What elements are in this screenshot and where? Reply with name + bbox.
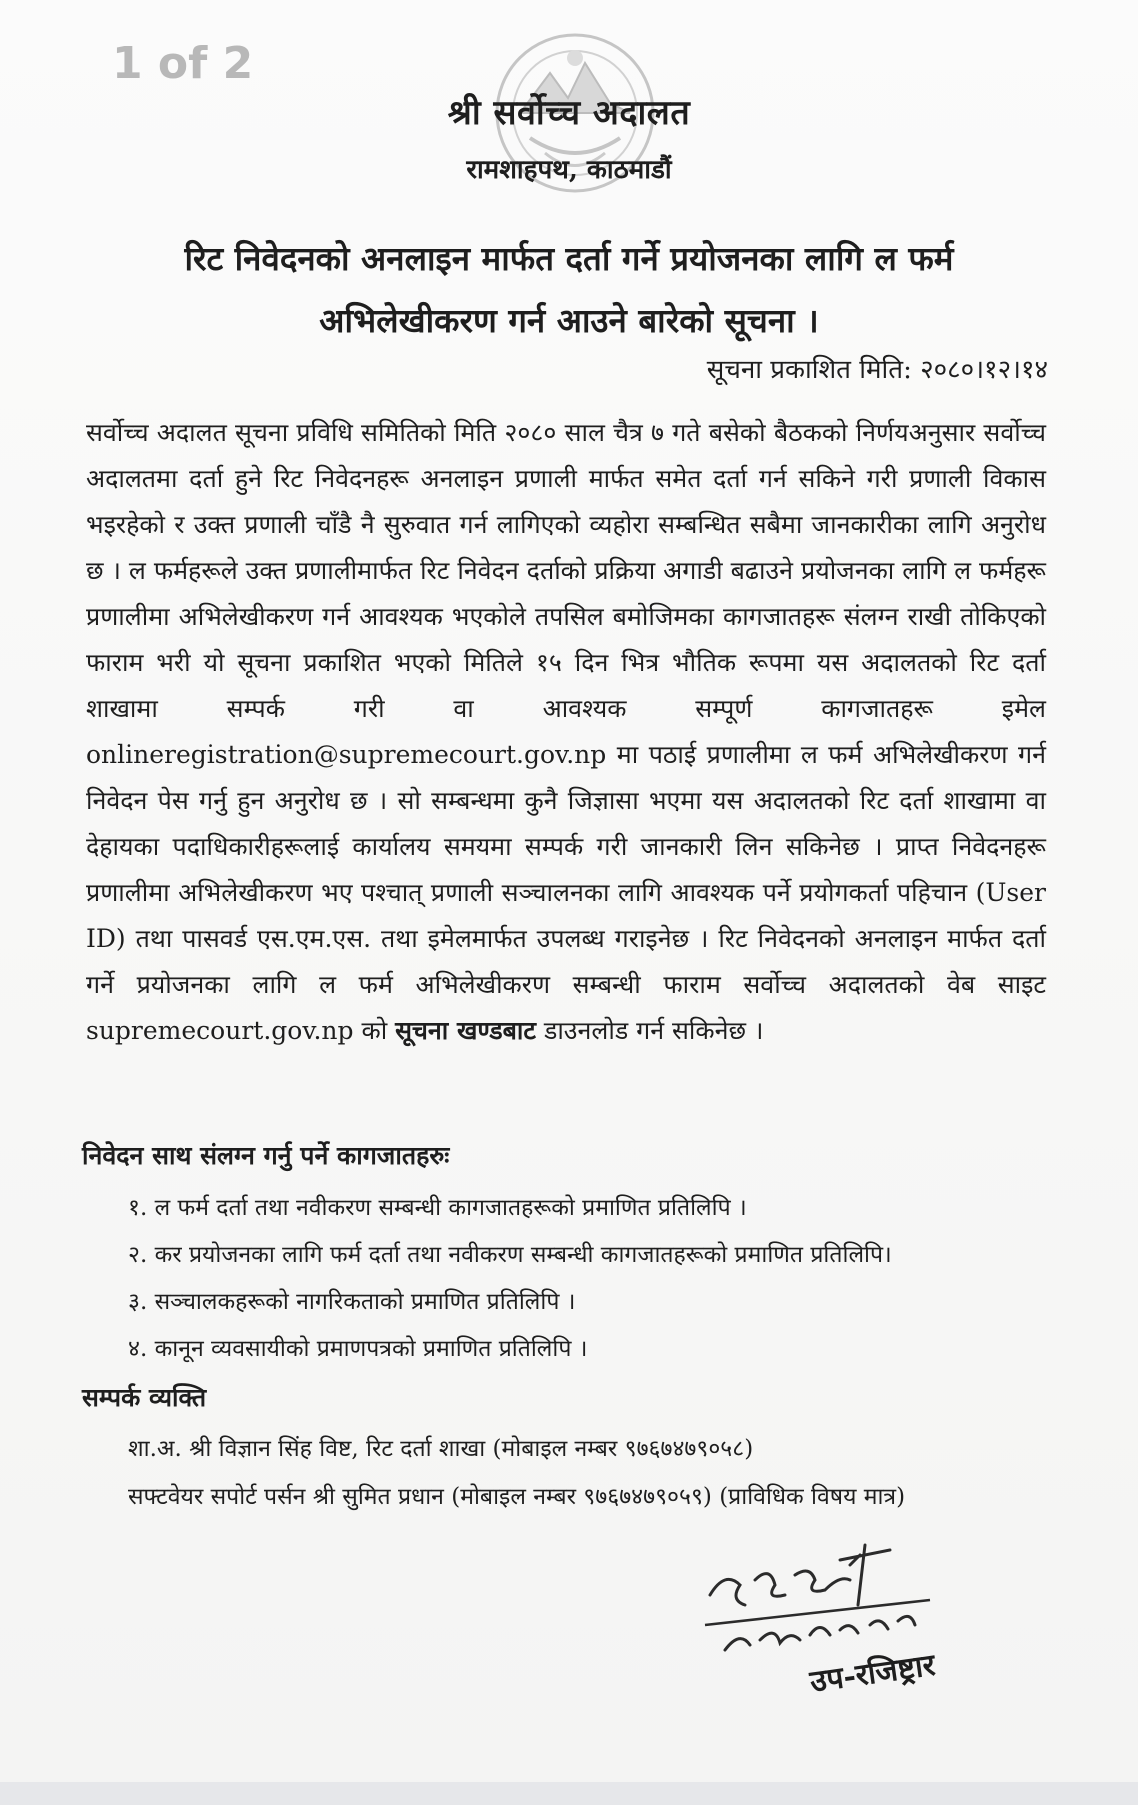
documents-list — [128, 1185, 1088, 1373]
notice-title-line-2: अभिलेखीकरण गर्न आउने बारेको सूचना । — [319, 301, 819, 340]
contact-item: शा.अ. श्री विज्ञान सिंह विष्ट, रिट दर्ता शाखा (मोबाइल नम्बर ९७६७४७९०५८) — [128, 1436, 754, 1462]
notice-title-line-1: रिट निवेदनको अनलाइन मार्फत दर्ता गर्ने प्रयोजनका लागि ल फर्म — [184, 239, 954, 278]
court-address: रामशाहपथ, काठमाडौं — [466, 155, 672, 185]
publish-date: सूचना प्रकाशित मिति: २०८०।१२।१४ — [706, 355, 1048, 385]
body-text-bold: सूचना खण्डबाट — [395, 1016, 537, 1045]
body-text-part-1: सर्वोच्च अदालत सूचना प्रविधि समितिको मिति २०८० साल चैत्र ७ गते बसेको बैठकको निर्णयअनुसार सर्वोच्च अदालतमा दर्ता हुने रिट निवेदनहरू अनलाइन प्रणाली मार्फत समेत दर्ता गर्न सकिने गरी प्रणाली विकास भइरहेको र उक्त प्रणाली चाँडै नै सुरुवात गर्न लागिएको व्यहोरा सम्बन्धित सबैमा जानकारीका लागि अनुरोध छ । ल फर्महरूले उक्त प्रणालीमार्फत रिट निवेदन दर्ताको प्रक्रिया अगाडी बढाउने प्रयोजनका लागि ल फर्महरू प्रणालीमा अभिलेखीकरण गर्न आवश्यक भएकोले तपसिल बमोजिमका कागजातहरू संलग्न राखी तोकिएको फाराम भरी यो सूचना प्रकाशित भएको मितिले १५ दिन भित्र भौतिक रूपमा यस अदालतको रिट दर्ता शाखामा सम्पर्क गरी वा आवश्यक सम्पूर्ण कागजातहरू इमेल onlineregistration@supremecourt.gov.np मा पठाई प्रणालीमा ल फर्म अभिलेखीकरण गर्न निवेदन पेस गर्नु हुन अनुरोध छ । सो सम्बन्धमा कुनै जिज्ञासा भएमा यस अदालतको रिट दर्ता शाखामा वा देहायका पदाधिकारीहरूलाई कार्यालय समयमा सम्पर्क गरी जानकारी लिन सकिनेछ । प्राप्त निवेदनहरू प्रणालीमा अभिलेखीकरण भए पश्चात् प्रणाली सञ्चालनका लागि आवश्यक पर्ने प्रयोगकर्ता पहिचान (User ID) तथा पासवर्ड एस.एम.एस. तथा इमेलमार्फत उपलब्ध गराइनेछ । रिट निवेदनको अनलाइन मार्फत दर्ता गर्ने प्रयोजनका लागि ल फर्म अभिलेखीकरण सम्बन्धी फाराम सर्वोच्च अदालतको वेब साइट supremecourt.gov.np को — [86, 418, 1046, 1045]
document-item: २. कर प्रयोजनका लागि फर्म दर्ता तथा नवीकरण सम्बन्धी कागजातहरूको प्रमाणित प्रतिलिपि। — [128, 1242, 892, 1268]
viewer-bottom-bar — [0, 1782, 1138, 1805]
page-counter: 1 of 2 — [112, 38, 254, 89]
contacts-list — [128, 1425, 1088, 1521]
court-name: श्री सर्वोच्च अदालत — [447, 93, 691, 133]
contact-item: सफ्टवेयर सपोर्ट पर्सन श्री सुमित प्रधान (मोबाइल नम्बर ९७६७४७९०५९) (प्राविधिक विषय मात्र) — [128, 1484, 906, 1510]
contacts-heading: सम्पर्क व्यक्ति — [82, 1383, 207, 1412]
document-item: ३. सञ्चालकहरूको नागरिकताको प्रमाणित प्रतिलिपि । — [128, 1289, 576, 1315]
document-item: ४. कानून व्यवसायीको प्रमाणपत्रको प्रमाणित प्रतिलिपि । — [128, 1336, 588, 1362]
notice-body — [86, 410, 1046, 1054]
body-text-part-2: डाउनलोड गर्न सकिनेछ । — [536, 1016, 764, 1045]
documents-heading: निवेदन साथ संलग्न गर्नु पर्ने कागजातहरुः — [82, 1141, 450, 1170]
document-item: १. ल फर्म दर्ता तथा नवीकरण सम्बन्धी कागजातहरूको प्रमाणित प्रतिलिपि । — [128, 1195, 747, 1221]
handwritten-signature — [700, 1525, 1000, 1675]
notice-title — [60, 228, 1078, 352]
signatory-title: उप-रजिष्ट्रार — [807, 1647, 938, 1700]
